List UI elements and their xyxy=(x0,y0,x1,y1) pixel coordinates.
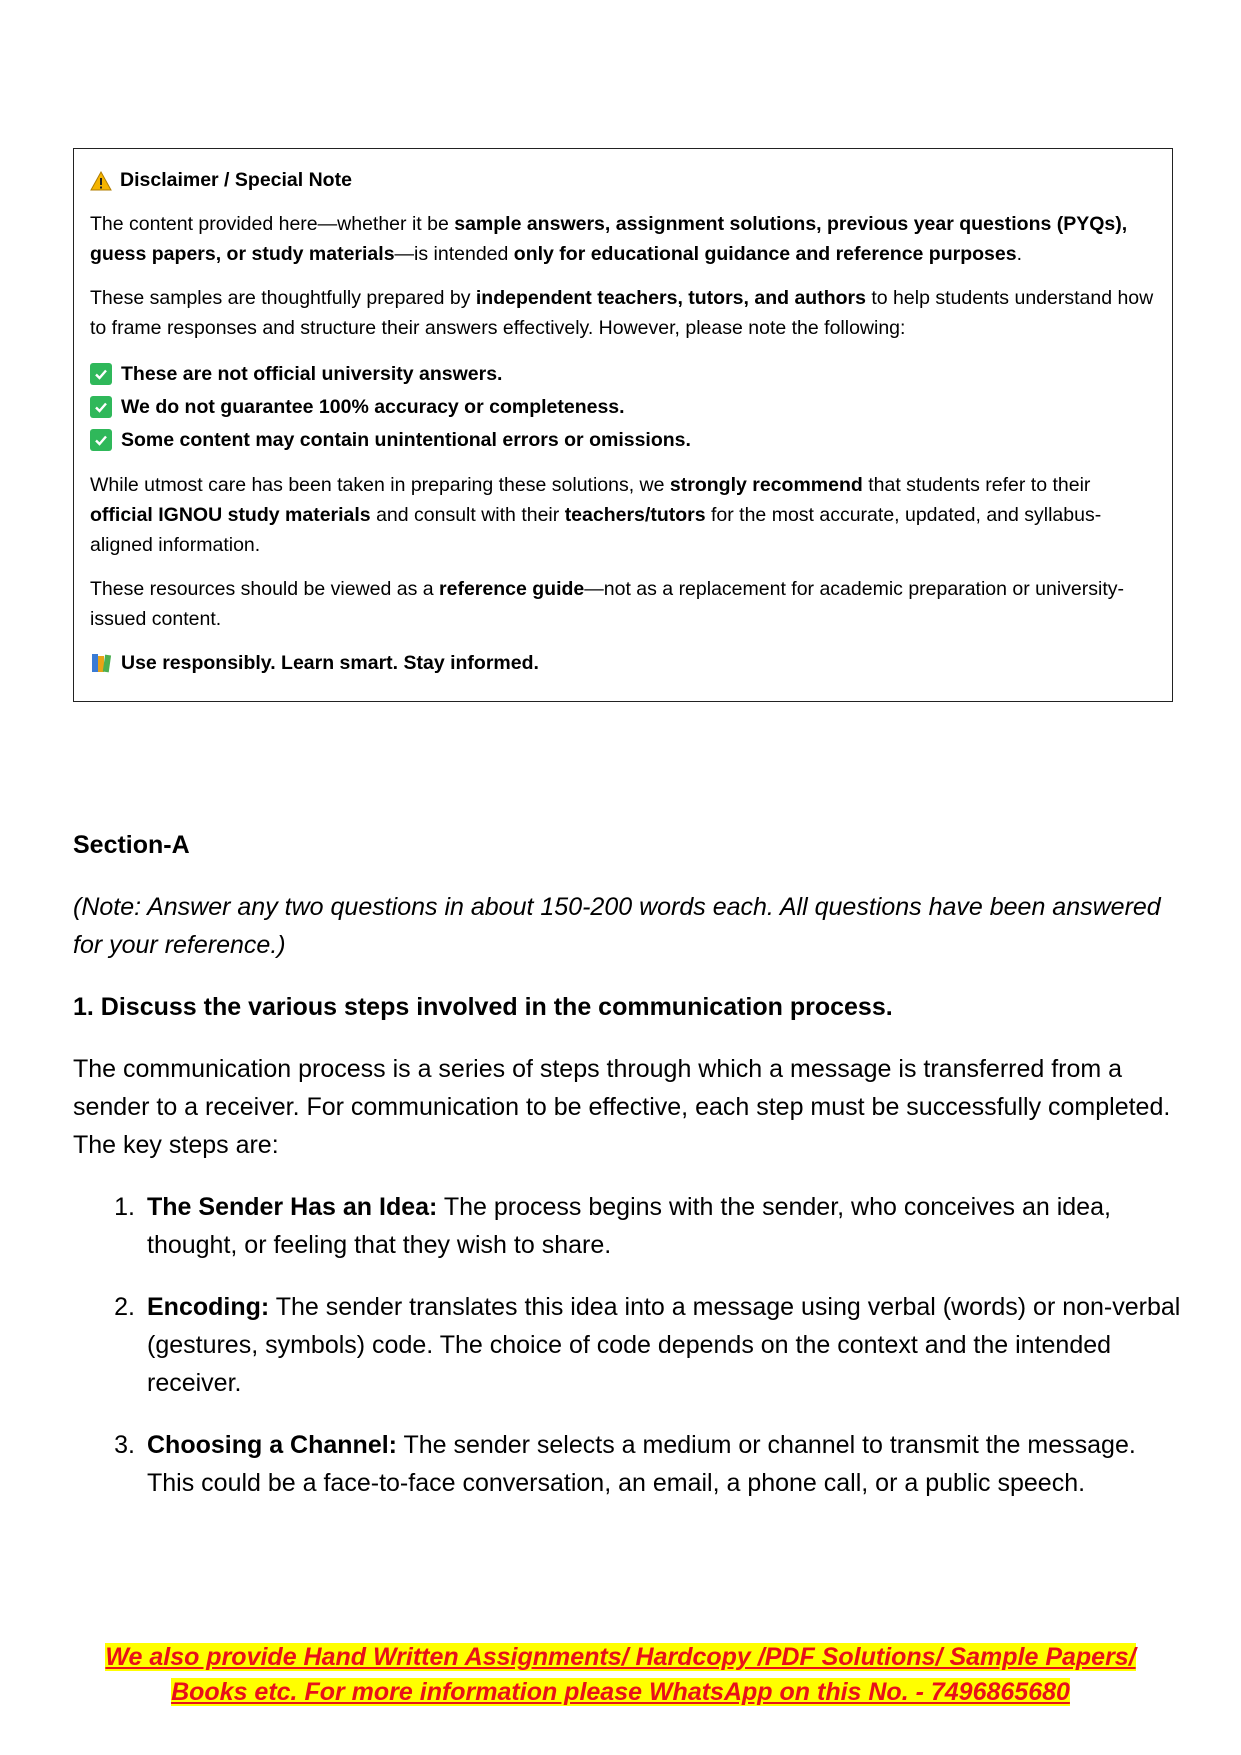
check-mark-icon xyxy=(90,396,112,418)
step-number: 1. xyxy=(114,1193,135,1221)
text-run: that students refer to their xyxy=(862,474,1091,496)
step-body xyxy=(147,1426,1183,1502)
text-run: and consult with their xyxy=(370,504,565,526)
promo-line-1-text: We also provide Hand Written Assignments/ Hardcopy /PDF Solutions/ Sample Papers/ xyxy=(105,1643,1136,1671)
check-item xyxy=(90,423,1156,456)
step-text: The sender selects a medium or channel to transmit the message. This could be a face-to-face conversation, an email, a phone call, or a public speech. xyxy=(147,1431,1136,1497)
step-term: Choosing a Channel: xyxy=(147,1431,397,1459)
disclaimer-footer-text: Use responsibly. Learn smart. Stay informed. xyxy=(121,652,539,674)
disclaimer-title: Disclaimer / Special Note xyxy=(120,169,352,191)
disclaimer-check-list xyxy=(90,357,1156,456)
list-item xyxy=(73,1188,1183,1264)
bold-text: strongly recommend xyxy=(669,474,863,496)
bold-text: independent teachers, tutors, and authors xyxy=(475,287,866,309)
text-run: The content provided here—whether it be xyxy=(90,213,455,235)
section-note: (Note: Answer any two questions in about 150-200 words each. All questions have been answered for your reference.) xyxy=(73,893,1161,959)
check-item-text: We do not guarantee 100% accuracy or completeness. xyxy=(121,395,625,418)
check-mark-icon xyxy=(90,429,112,451)
check-item xyxy=(90,390,1156,423)
list-item xyxy=(73,1288,1183,1402)
books-icon xyxy=(90,652,112,674)
step-number: 3. xyxy=(114,1431,135,1459)
check-item xyxy=(90,357,1156,390)
text-run: While utmost care has been taken in preparing these solutions, we xyxy=(90,474,670,496)
disclaimer-paragraph-1 xyxy=(90,209,1156,269)
check-item-text: Some content may contain unintentional errors or omissions. xyxy=(121,428,691,451)
steps-list xyxy=(73,1188,1183,1502)
disclaimer-paragraph-2 xyxy=(90,283,1156,343)
warning-icon xyxy=(90,170,112,190)
bold-text: teachers/tutors xyxy=(564,504,706,526)
list-item xyxy=(73,1426,1183,1502)
answer-section xyxy=(73,826,1183,1526)
step-text: The sender translates this idea into a message using verbal (words) or non-verbal (gestures, symbols) code. The choice of code depends on the context and the intended receiver. xyxy=(147,1293,1181,1397)
step-body xyxy=(147,1288,1183,1402)
disclaimer-box xyxy=(73,148,1173,702)
step-term: The Sender Has an Idea: xyxy=(147,1193,438,1221)
promo-line-2 xyxy=(0,1675,1241,1710)
promo-banner xyxy=(0,1640,1241,1710)
step-body xyxy=(147,1188,1183,1264)
check-mark-icon xyxy=(90,363,112,385)
disclaimer-footer xyxy=(90,648,1156,678)
promo-line-2-text: Books etc. For more information please WhatsApp on this No. - 7496865680 xyxy=(171,1678,1070,1706)
step-text: The process begins with the sender, who conceives an idea, thought, or feeling that they wish to share. xyxy=(147,1193,1111,1259)
step-number: 2. xyxy=(114,1293,135,1321)
step-term: Encoding: xyxy=(147,1293,270,1321)
text-run: for the most accurate, updated, and syllabus-aligned information. xyxy=(90,504,1102,556)
text-run: These resources should be viewed as a xyxy=(90,578,440,600)
disclaimer-title-row xyxy=(90,165,1156,195)
check-item-text: These are not official university answers. xyxy=(121,362,503,385)
promo-line-1 xyxy=(0,1640,1241,1675)
text-run: to help students understand how to frame responses and structure their answers effectively. However, please note the following: xyxy=(90,287,1154,339)
disclaimer-paragraph-3 xyxy=(90,470,1156,560)
section-heading: Section-A xyxy=(73,831,190,859)
text-run: These samples are thoughtfully prepared by xyxy=(90,287,476,309)
bold-text: official IGNOU study materials xyxy=(90,504,371,526)
text-run: —not as a replacement for academic preparation or university-issued content. xyxy=(90,578,1125,630)
bold-text: sample answers, assignment solutions, previous year questions (PYQs), guess papers, or study materials xyxy=(90,213,1128,265)
disclaimer-paragraph-4 xyxy=(90,574,1156,634)
bold-text: reference guide xyxy=(439,578,585,600)
bold-text: only for educational guidance and reference purposes xyxy=(513,243,1017,265)
text-run: . xyxy=(1016,243,1023,265)
text-run: —is intended xyxy=(394,243,514,265)
question-title: 1. Discuss the various steps involved in the communication process. xyxy=(73,993,893,1021)
answer-intro: The communication process is a series of steps through which a message is transferred from a sender to a receiver. For communication to be effective, each step must be successfully completed. The key steps are: xyxy=(73,1055,1171,1159)
